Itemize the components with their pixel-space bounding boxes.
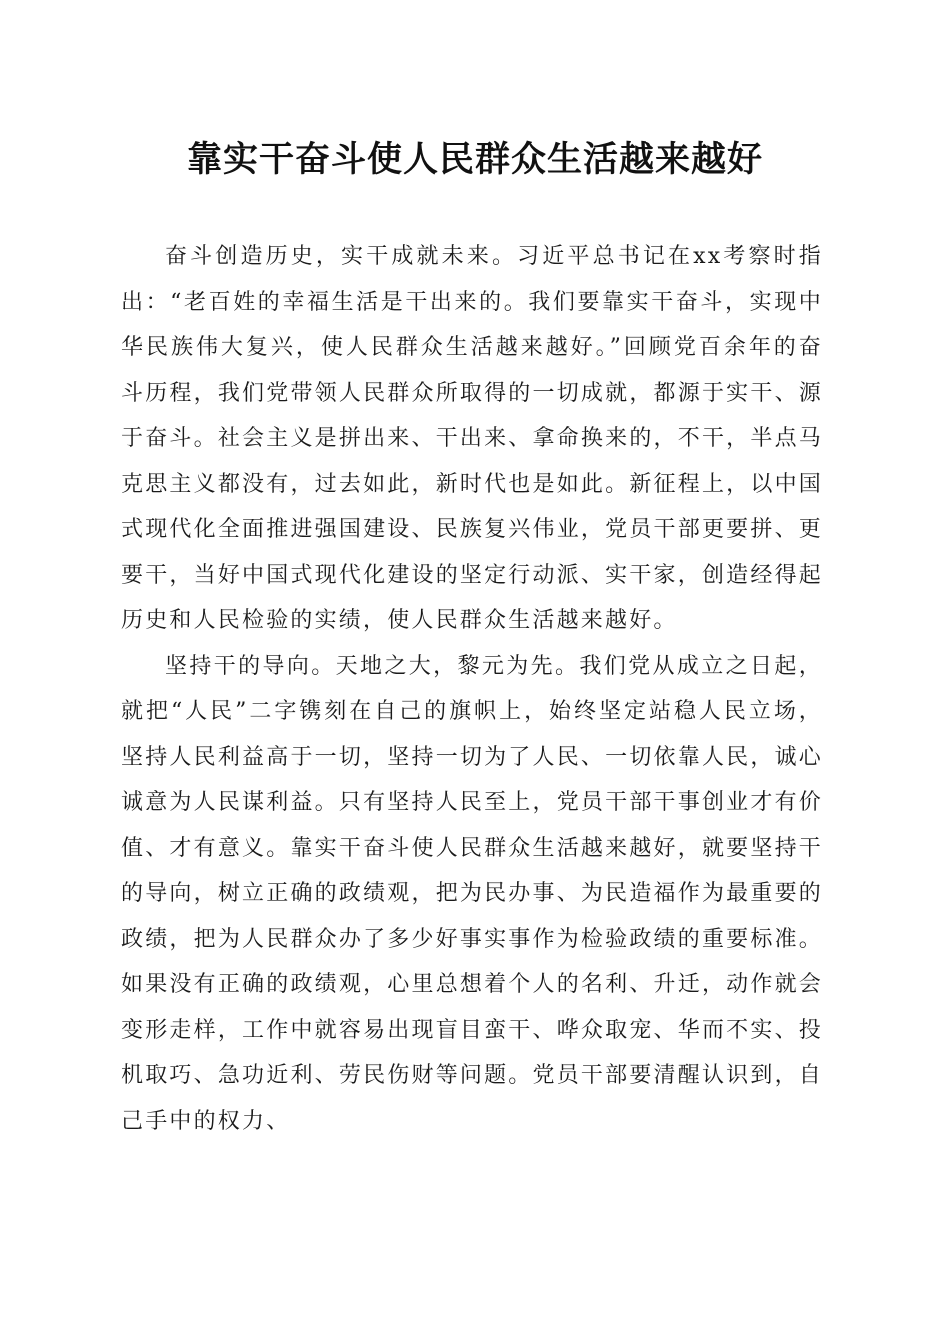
paragraph-1: 奋斗创造历史，实干成就未来。习近平总书记在xx考察时指出：“老百姓的幸福生活是干出来的。我们要靠实干奋斗，实现中华民族伟大复兴，使人民群众生活越来越好。”回顾党百余年的奋斗历程，我们党带领人民群众所取得的一切成就，都源于实干、源于奋斗。社会主义是拼出来、干出来、拿命换来的，不干，半点马克思主义都没有，过去如此，新时代也是如此。新征程上，以中国式现代化全面推进强国建设、民族复兴伟业，党员干部更要拼、更要干，当好中国式现代化建设的坚定行动派、实干家，创造经得起历史和人民检验的实绩，使人民群众生活越来越好。 [121, 244, 823, 633]
document-title: 靠实干奋斗使人民群众生活越来越好 [186, 139, 763, 180]
paragraph-2: 坚持干的导向。天地之大，黎元为先。我们党从成立之日起，就把“人民”二字镌刻在自己的旗帜上，始终坚定站稳人民立场，坚持人民利益高于一切，坚持一切为了人民、一切依靠人民，诚心诚意为人民谋利益。只有坚持人民至上，党员干部干事创业才有价值、才有意义。靠实干奋斗使人民群众生活越来越好，就要坚持干的导向，树立正确的政绩观，把为民办事、为民造福作为最重要的政绩，把为人民群众办了多少好事实事作为检验政绩的重要标准。如果没有正确的政绩观，心里总想着个人的名利、升迁，动作就会变形走样，工作中就容易出现盲目蛮干、哗众取宠、华而不实、投机取巧、急功近利、劳民伤财等问题。党员干部要清醒认识到，自己手中的权力、 [121, 653, 823, 1134]
document-body [121, 234, 823, 1144]
